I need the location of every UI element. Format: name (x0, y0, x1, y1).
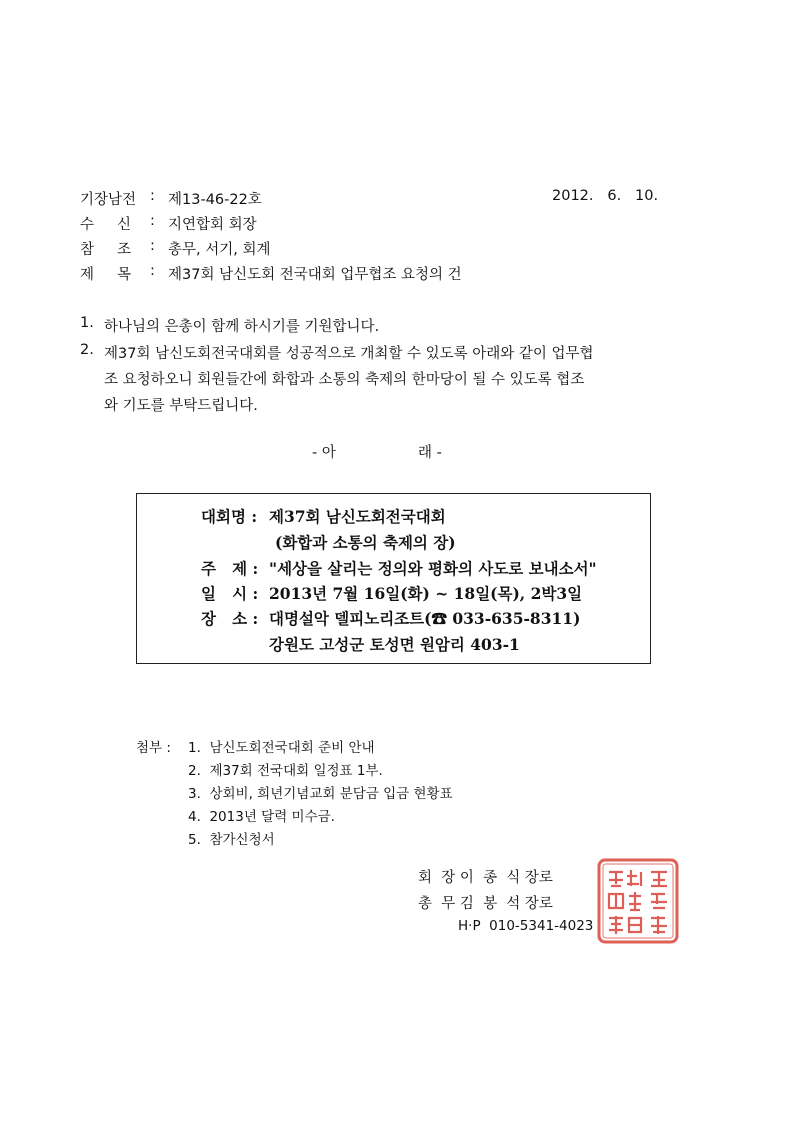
event-theme-label: 주 제 : (201, 559, 259, 578)
paragraph-2-line-2: 조 요청하오니 회원들간에 화합과 소통의 축제의 한마당이 될 수 있도록 협조 (104, 372, 585, 388)
recipient-value: 지연합회 회장 (168, 217, 257, 233)
doc-date: 2012. 6. 10. (552, 188, 659, 204)
attachment-item: 1. 남신도회전국대회 준비 안내 (188, 740, 375, 756)
event-name-subtitle: (화합과 소통의 축제의 장) (275, 533, 456, 552)
event-theme-value: "세상을 살리는 정의와 평화의 사도로 보내소서" (269, 559, 597, 578)
paragraph-1-number: 1. (80, 315, 94, 331)
event-place-value: 대명설악 델피노리조트(☎ 033-635-8311) (269, 609, 581, 628)
event-date-value: 2013년 7월 16일(화) ~ 18일(목), 2박3일 (269, 584, 583, 603)
reference-value: 총무, 서기, 회계 (168, 242, 271, 258)
reference-label: 참 조 (80, 242, 132, 258)
attachment-item: 4. 2013년 달력 미수금. (188, 809, 335, 825)
recipient-label: 수 신 (80, 217, 132, 233)
signature-phone: H·P 010-5341-4023 (458, 918, 594, 934)
below-heading-right: 래 - (418, 445, 442, 461)
subject-label: 제 목 (80, 267, 132, 283)
reference-sep: : (150, 238, 155, 254)
below-heading-left: - 아 (312, 445, 336, 461)
signature-secretary: 총 무 김 봉 석 장로 (418, 896, 553, 912)
attachments-label: 첨부 : (136, 740, 171, 756)
event-name-label: 대회명 : (201, 507, 258, 526)
paragraph-2-number: 2. (80, 342, 94, 358)
paragraph-2-line-1: 제37회 남신도회전국대회를 성공적으로 개최할 수 있도록 아래와 같이 업무협 (104, 346, 594, 362)
attachment-item: 2. 제37회 전국대회 일정표 1부. (188, 763, 383, 779)
event-date-label: 일 시 : (201, 584, 259, 603)
subject-sep: : (150, 263, 155, 279)
doc-number-sep: : (150, 188, 155, 204)
subject-value: 제37회 남신도회 전국대회 업무협조 요청의 건 (168, 267, 462, 283)
paragraph-1-text: 하나님의 은총이 함께 하시기를 기원합니다. (104, 319, 380, 335)
event-place-label: 장 소 : (201, 609, 259, 628)
official-seal (597, 858, 679, 944)
attachment-item: 3. 상회비, 희년기념교회 분담금 입금 현황표 (188, 786, 453, 802)
signature-president: 회 장 이 종 식 장로 (418, 870, 553, 886)
seal-graphic (597, 858, 679, 944)
attachment-item: 5. 참가신청서 (188, 832, 275, 848)
paragraph-2-line-3: 와 기도를 부탁드립니다. (104, 398, 258, 414)
event-name-value: 제37회 남신도회전국대회 (269, 507, 446, 526)
doc-number-value: 제13-46-22호 (168, 192, 262, 208)
doc-number-label: 기장남전 (80, 192, 137, 208)
event-place-address: 강원도 고성군 토성면 원암리 403-1 (269, 635, 520, 654)
recipient-sep: : (150, 213, 155, 229)
